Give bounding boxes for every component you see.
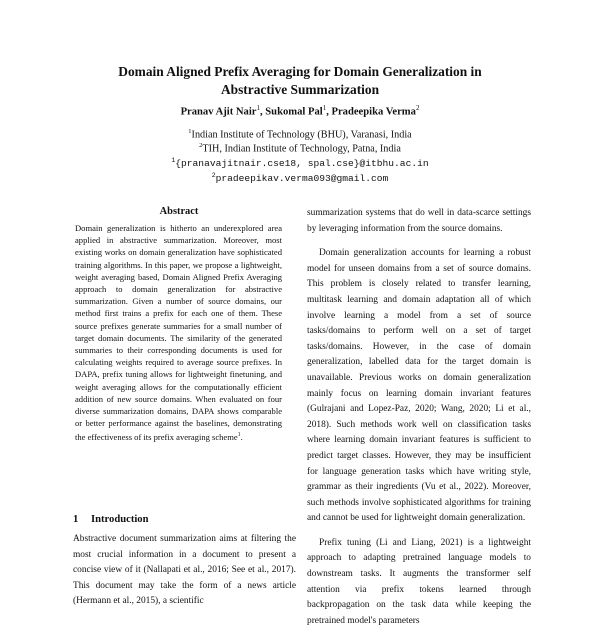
paragraph: Domain generalization accounts for learning a robust model for unseen domains from a set of source domains. This problem is closely related to transfer learning, multitask learning and domain adaptation all of which involve learning a model from a set of source tasks/domains to perform well on a set of target tasks/domains. However, in the case of domain generalization, labelled data for the target domain is unavailable. Previous works on domain generalization mainly focus on learning domain invariant features (Gulrajani and Lopez-Paz, 2020; Wang, 2020; Li et al., 2018). Such methods work well on classification tasks where learning domain invariant features is sufficient to predict target classes. However, they may be insufficient for language generation tasks which have writing style, grammar as their ingredients (Vu et al., 2022). Moreover, such methods involve sophisticated algorithms for training and cannot be used for lightweight domain generalization. (307, 248, 531, 524)
paper-title (40, 63, 560, 99)
section-title: Introduction (91, 514, 149, 525)
author-name: Pradeepika Verma (331, 106, 416, 118)
email-2: $^2$pradeepikav.verma093@gmail.com (211, 172, 389, 185)
affiliation-2: $^2$TIH, Indian Institute of Technology, Patna, India (199, 142, 401, 155)
left-column-body (73, 532, 296, 610)
paragraph: Prefix tuning (Li and Liang, 2021) is a lightweight approach to adapting pretrained language models to downstream tasks. It augments the transformer self attention via prefix tokens learned through backpropagation on the task data while keeping the pretrained model's parameters (307, 537, 531, 626)
section-heading-introduction (73, 514, 149, 525)
affiliation-1: $^1$Indian Institute of Technology (BHU), Varanasi, India (188, 128, 412, 141)
abstract-text: Domain generalization is hitherto an underexplored area applied in abstractive summarization. Moreover, most existing works on domain generalization have sophisticated training algorithms. In this paper, we propose a lightweight, weight averaging based, Domain Aligned Prefix Averaging approach to domain generalization for abstractive summarization. Given a number of source domains, our method first trains a prefix for each one of them. These source prefixes generate summaries for a small number of target domain documents. The similarity of the generated summaries to their corresponding documents is used for calculating weights required to average source prefixes. In DAPA, prefix tuning allows for lightweight finetuning, and weight averaging allows for the computationally efficient addition of new source domains. When evaluated on four diverse summarization domains, DAPA shows comparable or better performance against the baselines, demonstrating the effectiveness of its prefix averaging scheme (75, 223, 282, 443)
author-separator: , (326, 106, 332, 118)
title-line-1: Domain Aligned Prefix Averaging for Domain Generalization in (118, 64, 482, 79)
footnote-mark: 1 (237, 432, 241, 439)
author-separator: , (259, 106, 266, 118)
email-1: $^1${pranavajitnair.cse18, spal.cse}@itbhu.ac.in (171, 157, 429, 170)
author-affil-mark: 2 (415, 104, 420, 112)
title-line-2: Abstractive Summarization (220, 82, 380, 97)
author-name: Pranav Ajit Nair (180, 106, 257, 118)
right-column-body (307, 206, 531, 638)
author-affil-mark: 1 (256, 104, 260, 112)
author-affil-mark: 1 (322, 104, 327, 112)
author-name: Sukomal Pal (265, 106, 323, 118)
author-list (40, 104, 560, 118)
abstract-body (75, 222, 282, 444)
abstract-heading: Abstract (159, 206, 199, 217)
abstract-end: . (240, 432, 243, 443)
paragraph: Abstractive document summarization aims at filtering the most crucial information in a document to present a concise view of it (Nallapati et al., 2016; See et al., 2017). This document may take the form of a news article (Hermann et al., 2015), a scientific (73, 534, 296, 607)
section-number: 1 (73, 514, 79, 525)
paragraph: summarization systems that do well in data-scarce settings by leveraging information from the source domains. (307, 208, 531, 234)
